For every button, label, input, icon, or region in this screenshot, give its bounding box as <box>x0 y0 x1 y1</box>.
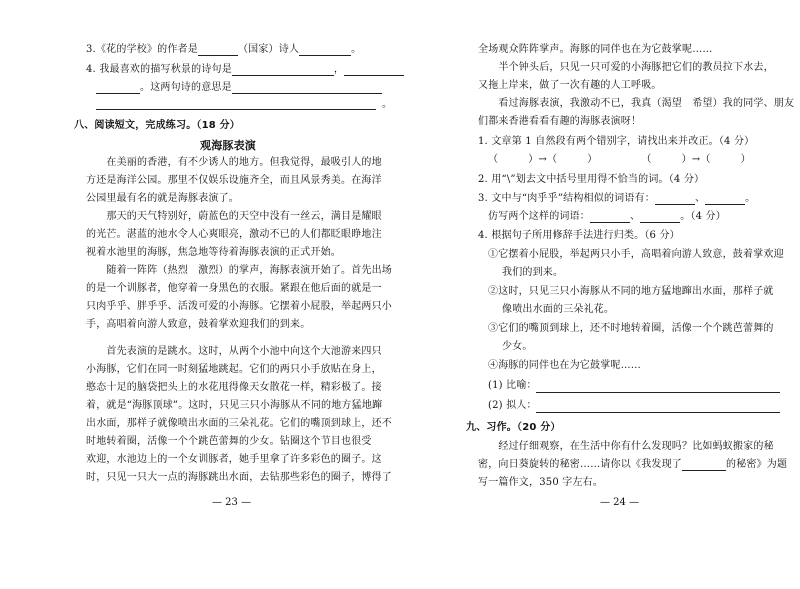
section-8-title: 八、阅读短文，完成练习。（18 分） <box>74 120 240 131</box>
question-2: 2. 用“\”划去文中括号里用得不恰当的词。（4 分） <box>478 174 705 185</box>
answer-blank[interactable] <box>590 212 630 223</box>
blank-paren: ）→（ <box>681 154 711 165</box>
answer-blank[interactable] <box>198 45 238 56</box>
question-text: 。这两句诗的意思是 <box>140 82 232 93</box>
article-line: 们都来香港看看有趣的海豚表演呀！ <box>478 116 642 127</box>
article-line: 在美丽的香港，有不少诱人的地方。但我觉得，最吸引人的地 <box>86 157 382 168</box>
question-text: 3.《花的学校》的作者是 <box>86 44 198 55</box>
article-line: 全场观众阵阵掌声。海豚的同伴也在为它鼓掌呢…… <box>478 44 713 55</box>
article-line: 看过海豚表演，我激动不已，我真（渴望 希望）我的同学、朋友 <box>478 98 795 109</box>
question-text: 4. 我最喜欢的描写秋景的诗句是 <box>86 64 232 75</box>
personification-answer-line[interactable] <box>536 412 780 413</box>
article-line: 的是一个训豚者，他穿着一身黑色的衣服。紧跟在他后面的就是一 <box>86 283 382 294</box>
article-title: 观海豚表演 <box>200 139 256 152</box>
question-text: （国家）诗人 <box>237 44 300 55</box>
question-text: 。 <box>745 193 756 204</box>
answer-blank[interactable] <box>96 83 140 94</box>
question-4-line2 <box>96 82 382 94</box>
answer-line[interactable] <box>96 109 376 110</box>
question-3: 3. 文中与“肉乎乎”结构相似的词语有： 、 。 <box>478 193 756 204</box>
essay-prompt-text: 的秘密》为题 <box>726 459 788 470</box>
essay-prompt: 写一篇作文，350 字左右。 <box>478 477 604 488</box>
article-line: 的光芒。湛蓝的池水令人心爽眼亮，激动不已的人们都眨眼睁地注 <box>86 229 382 240</box>
blank-paren: ） <box>587 154 598 165</box>
article-line: 又拖上岸来，做了一次有趣的人工呼吸。 <box>478 80 662 91</box>
sentence-line: ④海豚的同伴也在为它鼓掌呢…… <box>488 360 641 371</box>
article-line: 憨态十足的脑袋把头上的水花甩得像天女散花一样，精彩极了。接 <box>86 382 382 393</box>
article-line: 半个钟头后，只见一只可爱的小海豚把它们的教员拉下水去， <box>478 62 774 73</box>
blank-paren: （ <box>641 154 652 165</box>
article-line: 着，就是“海豚顶球”。这时，只见三只小海豚从不同的地方猛地蹿 <box>86 400 383 411</box>
question-4: 4. 根据句子所用修辞手法进行归类。（6 分） <box>478 230 680 241</box>
article-line: 手，高唱着向游人致意，鼓着掌欢迎我们的到来。 <box>86 319 311 330</box>
sentence-line: 少女。 <box>502 341 533 352</box>
end-mark: 。 <box>382 99 393 110</box>
article-line: 首先表演的是跳水。这时，从两个小池中向这个大池游来四只 <box>86 346 382 357</box>
article-line: 时地转着圈，活像一个个跳芭蕾舞的少女。钻圈这个节目也很受 <box>86 436 372 447</box>
article-line: 出水面，那样子就像喷出水面的三朵礼花。它们的嘴顶到球上，还不 <box>86 418 392 429</box>
essay-prompt: 经过仔细观察，在生活中你有什么发现吗？比如蚂蚁搬家的秘 <box>478 441 774 452</box>
article-line: 只肉乎乎、胖乎乎、活泼可爱的小海豚。它摆着小屁股，举起两只小 <box>86 301 392 312</box>
right-page <box>400 0 800 589</box>
question-text: 3. 文中与“肉乎乎”结构相似的词语有： <box>478 193 655 204</box>
question-3 <box>86 44 361 56</box>
essay-title-blank[interactable] <box>682 460 726 471</box>
article-line: 方还是海洋公园。那里不仅娱乐设施齐全，而且风景秀美。在海洋 <box>86 175 382 186</box>
answer-blank[interactable] <box>344 65 404 76</box>
answer-blank[interactable] <box>655 194 695 205</box>
question-1: 1. 文章第 1 自然段有两个错别字，请找出来并改正。（4 分） <box>478 136 755 147</box>
answer-blank[interactable] <box>640 212 680 223</box>
sentence-line: ②这时，只见三只小海豚从不同的地方猛地蹿出水面，那样子就 <box>488 286 774 297</box>
answer-blank[interactable] <box>232 65 334 76</box>
question-text: ， <box>333 64 345 75</box>
question-4 <box>86 64 404 76</box>
question-text: 。（4 分） <box>680 211 726 222</box>
blank-paren: （ <box>488 154 499 165</box>
page-number: — 23 — <box>212 497 252 508</box>
section-9-title: 九、习作。（20 分） <box>466 422 561 433</box>
article-line: 欢迎，水池边上的一个女训豚者，她手里拿了许多彩色的圈子。这 <box>86 454 382 465</box>
article-line: 随着一阵阵（热烈 激烈）的掌声，海豚表演开始了。首先出场 <box>86 265 392 276</box>
article-line: 那天的天气特别好，蔚蓝色的天空中没有一丝云，满目是耀眼 <box>86 211 382 222</box>
blank-paren: ） <box>740 154 751 165</box>
article-line: 时，只见一只大一点的海豚跳出水面，去钻那些彩色的圈子，博得了 <box>86 472 392 483</box>
essay-prompt-text: 密，向日葵旋转的秘密……请你以《我发现了 <box>478 459 682 470</box>
article-line: 小海豚，它们在同一时刻猛地跳起。它们的两只小手放贴在身上， <box>86 364 382 375</box>
question-1-blanks <box>488 154 751 166</box>
article-line: 视着水池里的海豚，焦急地等待着海豚表演的正式开始。 <box>86 247 341 258</box>
answer-blank[interactable] <box>232 83 382 94</box>
metaphor-label: (1) 比喻： <box>488 380 537 391</box>
page-number: — 24 — <box>600 497 640 508</box>
answer-blank[interactable] <box>299 45 351 56</box>
question-3-imitate: 仿写两个这样的词语： 、 。（4 分） <box>488 211 726 222</box>
blank-paren: ）→（ <box>528 154 558 165</box>
article-line: 公园里最有名的就是海豚表演了。 <box>86 193 239 204</box>
question-text: 。 <box>351 44 362 55</box>
question-text: 仿写两个这样的词语： <box>488 211 590 222</box>
sentence-line: 像喷出水面的三朵礼花。 <box>502 304 615 315</box>
answer-blank[interactable] <box>705 194 745 205</box>
sentence-line: ①它摆着小屁股，举起两只小手，高唱着向游人致意，鼓着掌欢迎 <box>488 249 784 260</box>
sentence-line: ③它们的嘴顶到球上，还不时地转着圈，活像一个个跳芭蕾舞的 <box>488 323 774 334</box>
essay-prompt-line2 <box>478 459 787 471</box>
sentence-line: 我们的到来。 <box>502 267 564 278</box>
personification-label: (2) 拟人： <box>488 400 537 411</box>
metaphor-answer-line[interactable] <box>536 392 780 393</box>
